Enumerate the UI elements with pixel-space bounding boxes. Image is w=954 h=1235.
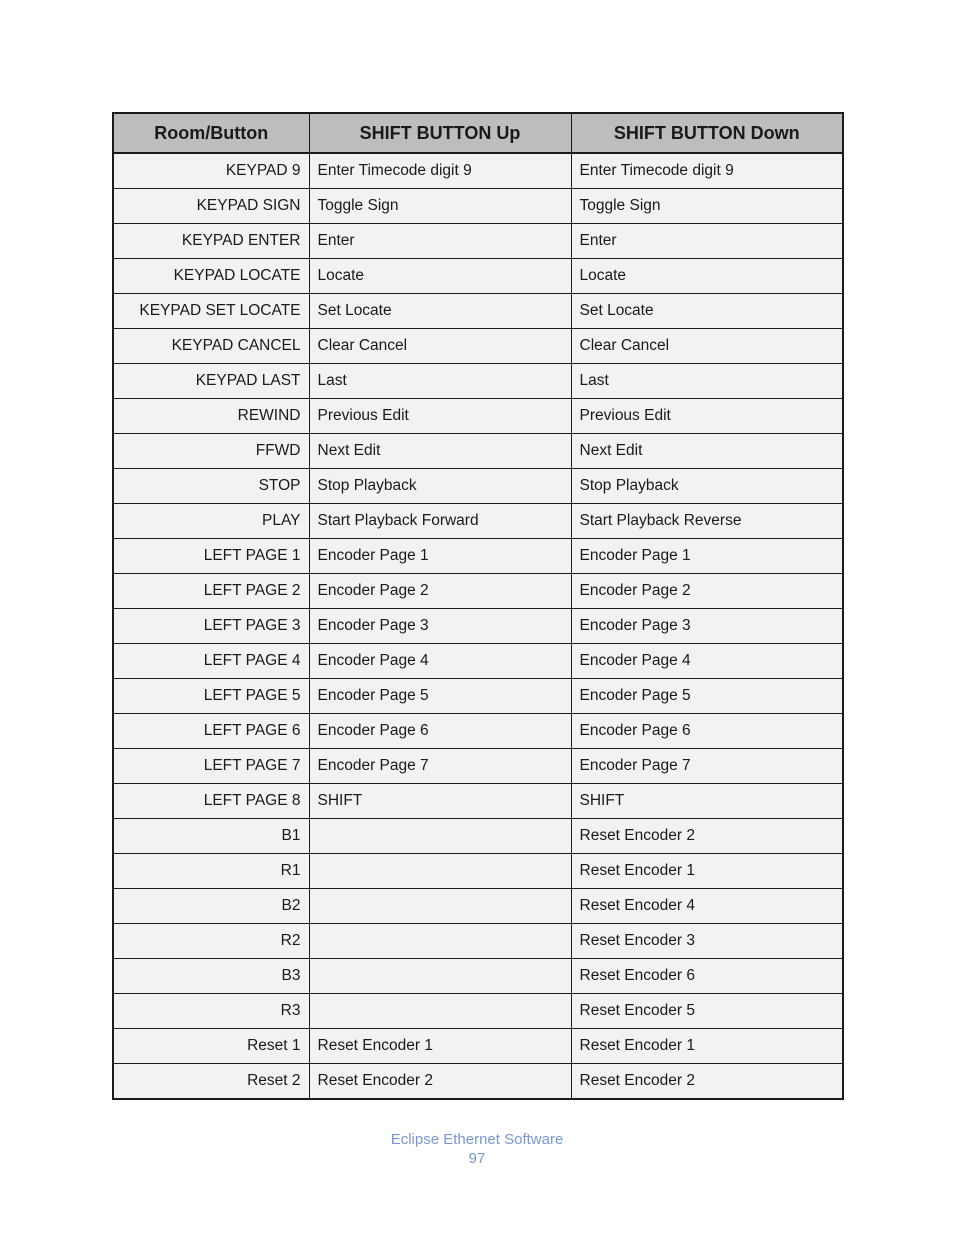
shift-down-cell: SHIFT [571, 784, 843, 819]
shift-down-cell: Enter Timecode digit 9 [571, 153, 843, 189]
shift-down-cell: Toggle Sign [571, 189, 843, 224]
shift-up-cell: Last [309, 364, 571, 399]
table-row [113, 959, 843, 994]
room-button-cell: R3 [113, 994, 309, 1029]
table-row [113, 259, 843, 294]
shift-up-cell: Toggle Sign [309, 189, 571, 224]
shift-up-cell: Set Locate [309, 294, 571, 329]
shift-up-cell: Stop Playback [309, 469, 571, 504]
shift-down-cell: Locate [571, 259, 843, 294]
shift-up-cell [309, 959, 571, 994]
shift-up-cell: Next Edit [309, 434, 571, 469]
header-shift-up: SHIFT BUTTON Up [309, 113, 571, 153]
shift-down-cell: Last [571, 364, 843, 399]
table-row [113, 854, 843, 889]
shift-down-cell: Reset Encoder 1 [571, 1029, 843, 1064]
room-button-cell: LEFT PAGE 2 [113, 574, 309, 609]
footer-title: Eclipse Ethernet Software [390, 1131, 564, 1148]
shift-up-cell: Encoder Page 1 [309, 539, 571, 574]
table-row [113, 469, 843, 504]
shift-up-cell [309, 924, 571, 959]
shift-up-cell: Start Playback Forward [309, 504, 571, 539]
table-row [113, 819, 843, 854]
shift-button-table-container [112, 112, 842, 1100]
room-button-cell: FFWD [113, 434, 309, 469]
shift-up-cell: Encoder Page 5 [309, 679, 571, 714]
table-row [113, 329, 843, 364]
shift-up-cell: Encoder Page 4 [309, 644, 571, 679]
table-row [113, 399, 843, 434]
shift-up-cell [309, 889, 571, 924]
shift-up-cell: Enter Timecode digit 9 [309, 153, 571, 189]
shift-down-cell: Encoder Page 3 [571, 609, 843, 644]
room-button-cell: PLAY [113, 504, 309, 539]
shift-down-cell: Encoder Page 2 [571, 574, 843, 609]
table-row [113, 1064, 843, 1100]
room-button-cell: KEYPAD SET LOCATE [113, 294, 309, 329]
footer-page-number: 97 [468, 1150, 486, 1167]
table-row [113, 224, 843, 259]
room-button-cell: KEYPAD LAST [113, 364, 309, 399]
shift-down-cell: Reset Encoder 4 [571, 889, 843, 924]
shift-up-cell: Locate [309, 259, 571, 294]
table-row [113, 153, 843, 189]
room-button-cell: LEFT PAGE 4 [113, 644, 309, 679]
table-header-row [113, 113, 843, 153]
room-button-cell: KEYPAD 9 [113, 153, 309, 189]
room-button-cell: LEFT PAGE 3 [113, 609, 309, 644]
shift-down-cell: Encoder Page 5 [571, 679, 843, 714]
shift-up-cell [309, 854, 571, 889]
room-button-cell: R2 [113, 924, 309, 959]
header-shift-down: SHIFT BUTTON Down [571, 113, 843, 153]
shift-down-cell: Set Locate [571, 294, 843, 329]
table-row [113, 294, 843, 329]
shift-down-cell: Reset Encoder 3 [571, 924, 843, 959]
room-button-cell: B2 [113, 889, 309, 924]
table-row [113, 644, 843, 679]
shift-down-cell: Enter [571, 224, 843, 259]
table-row [113, 784, 843, 819]
shift-down-cell: Previous Edit [571, 399, 843, 434]
table-row [113, 714, 843, 749]
shift-down-cell: Reset Encoder 2 [571, 819, 843, 854]
shift-up-cell: Encoder Page 7 [309, 749, 571, 784]
room-button-cell: B1 [113, 819, 309, 854]
table-row [113, 504, 843, 539]
table-row [113, 189, 843, 224]
shift-up-cell: Reset Encoder 2 [309, 1064, 571, 1100]
shift-up-cell [309, 819, 571, 854]
room-button-cell: LEFT PAGE 5 [113, 679, 309, 714]
room-button-cell: REWIND [113, 399, 309, 434]
shift-down-cell: Encoder Page 1 [571, 539, 843, 574]
room-button-cell: KEYPAD ENTER [113, 224, 309, 259]
table-row [113, 574, 843, 609]
shift-up-cell [309, 994, 571, 1029]
room-button-cell: Reset 2 [113, 1064, 309, 1100]
room-button-cell: LEFT PAGE 8 [113, 784, 309, 819]
shift-down-cell: Reset Encoder 5 [571, 994, 843, 1029]
shift-up-cell: Encoder Page 6 [309, 714, 571, 749]
shift-down-cell: Clear Cancel [571, 329, 843, 364]
shift-down-cell: Encoder Page 7 [571, 749, 843, 784]
table-body [113, 153, 843, 1099]
room-button-cell: B3 [113, 959, 309, 994]
shift-down-cell: Encoder Page 4 [571, 644, 843, 679]
shift-up-cell: Enter [309, 224, 571, 259]
room-button-cell: KEYPAD LOCATE [113, 259, 309, 294]
shift-up-cell: Encoder Page 2 [309, 574, 571, 609]
shift-button-table [112, 112, 844, 1100]
room-button-cell: KEYPAD SIGN [113, 189, 309, 224]
room-button-cell: R1 [113, 854, 309, 889]
shift-down-cell: Next Edit [571, 434, 843, 469]
table-row [113, 1029, 843, 1064]
table-row [113, 924, 843, 959]
room-button-cell: LEFT PAGE 6 [113, 714, 309, 749]
room-button-cell: LEFT PAGE 7 [113, 749, 309, 784]
room-button-cell: Reset 1 [113, 1029, 309, 1064]
table-row [113, 994, 843, 1029]
table-row [113, 364, 843, 399]
table-row [113, 434, 843, 469]
room-button-cell: STOP [113, 469, 309, 504]
shift-down-cell: Encoder Page 6 [571, 714, 843, 749]
shift-down-cell: Start Playback Reverse [571, 504, 843, 539]
shift-up-cell: Clear Cancel [309, 329, 571, 364]
shift-down-cell: Reset Encoder 1 [571, 854, 843, 889]
shift-up-cell: Encoder Page 3 [309, 609, 571, 644]
room-button-cell: LEFT PAGE 1 [113, 539, 309, 574]
shift-down-cell: Stop Playback [571, 469, 843, 504]
room-button-cell: KEYPAD CANCEL [113, 329, 309, 364]
shift-up-cell: SHIFT [309, 784, 571, 819]
table-row [113, 889, 843, 924]
shift-up-cell: Previous Edit [309, 399, 571, 434]
shift-down-cell: Reset Encoder 2 [571, 1064, 843, 1100]
table-row [113, 679, 843, 714]
table-row [113, 749, 843, 784]
table-row [113, 609, 843, 644]
shift-up-cell: Reset Encoder 1 [309, 1029, 571, 1064]
header-room-button: Room/Button [113, 113, 309, 153]
shift-down-cell: Reset Encoder 6 [571, 959, 843, 994]
table-row [113, 539, 843, 574]
